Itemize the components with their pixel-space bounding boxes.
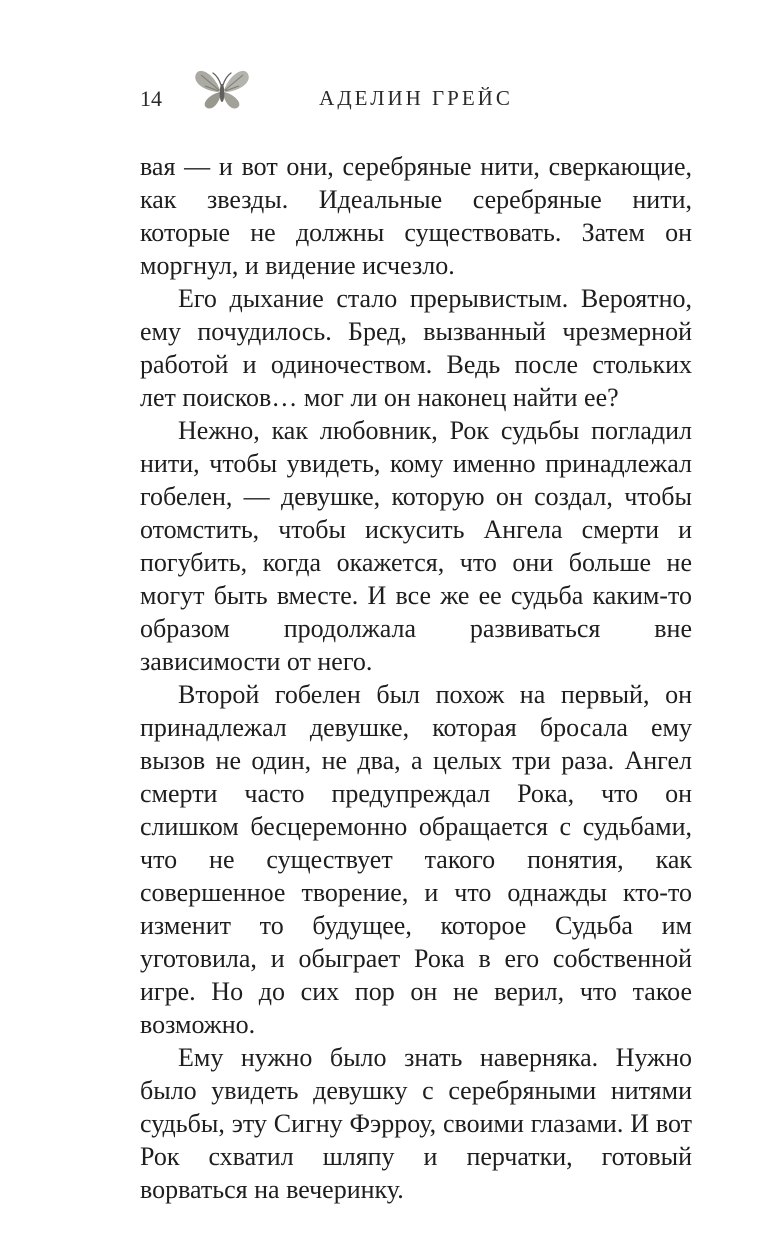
paragraph: Его дыхание стало прерывистым. Вероятно, ему почудилось. Бред, вызванный чрезмерной работой и одиночеством. Ведь после стольких лет поисков… мог ли он наконец найти ее? — [140, 284, 692, 412]
paragraph: Нежно, как любовник, Рок судьбы погладил нити, чтобы увидеть, кому именно принадлежал гобелен, — девушке, которую он создал, чтобы отомстить, чтобы искусить Ангела смерти и погубить, когда окажется, что они больше не могут быть вместе. И все же ее судьба каким-то образом продолжала развиваться вне зависимости от него. — [140, 416, 692, 676]
running-head-author: АДЕЛИН ГРЕЙС — [319, 86, 513, 110]
page-header — [140, 74, 692, 124]
page-number: 14 — [140, 86, 162, 111]
page-body — [140, 150, 692, 1206]
butterfly-icon — [192, 66, 252, 116]
paragraph: Второй гобелен был похож на первый, он принадлежал девушке, которая бросала ему вызов не один, не два, а целых три раза. Ангел смерти часто предупреждал Рока, что он слишком бесцеремонно обращается с судьбами, что не существует такого понятия, как совершенное творение, и что однажды кто-то изменит то будущее, которое Судьба им уготовила, и обыграет Рока в его собственной игре. Но до сих пор он не верил, что такое возможно. — [140, 680, 692, 1039]
paragraph: вая — и вот они, серебряные нити, сверкающие, как звезды. Идеальные серебряные нити, которые не должны существовать. Затем он моргнул, и видение исчезло. — [140, 152, 692, 280]
paragraph: Ему нужно было знать наверняка. Нужно было увидеть девушку с серебряными нитями судьбы, эту Сигну Фэрроу, своими глазами. И вот Рок схватил шляпу и перчатки, готовый ворваться на вечеринку. — [140, 1043, 692, 1204]
